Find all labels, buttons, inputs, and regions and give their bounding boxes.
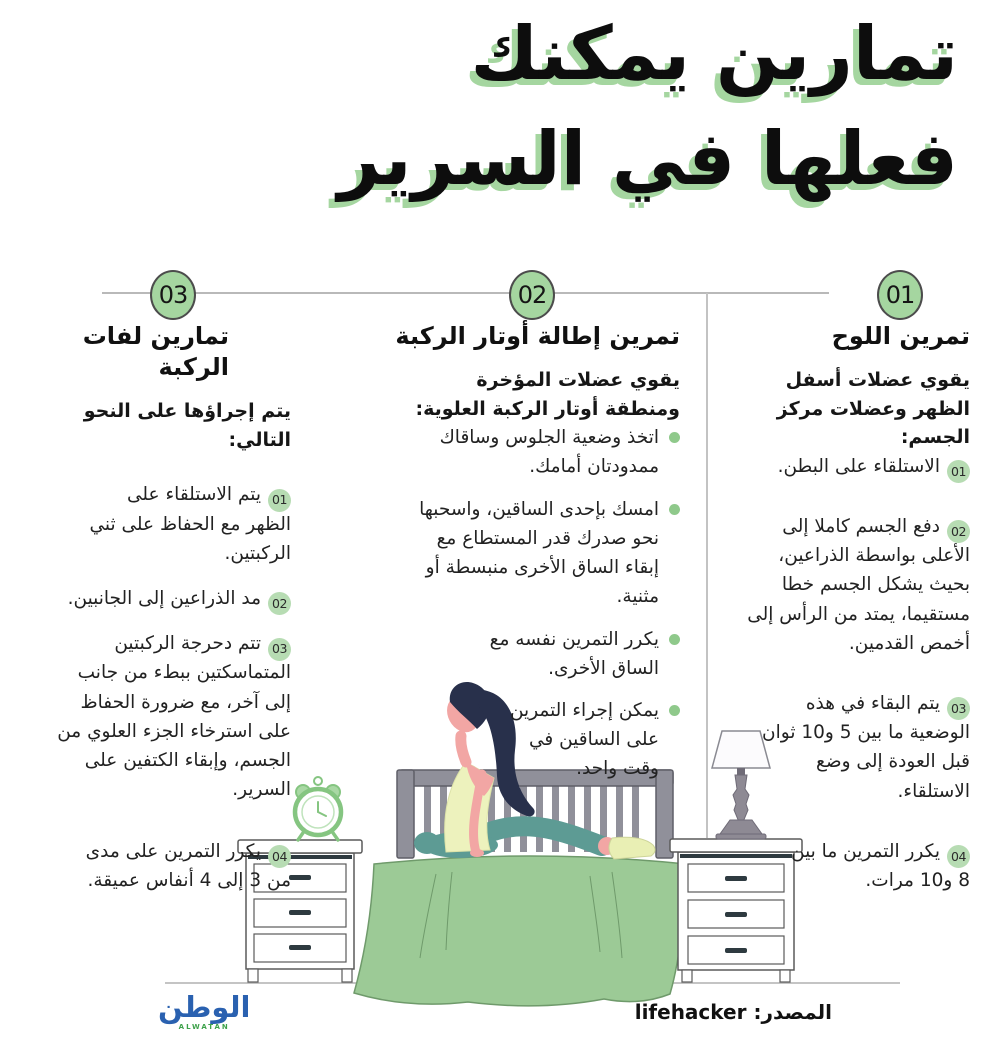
list-item: [469, 625, 680, 683]
alarm-clock-icon: [295, 777, 341, 840]
step-item: [81, 480, 291, 568]
step-item: [53, 629, 291, 804]
section-title: تمارين لفات الركبة: [82, 322, 229, 382]
bed-cover: [354, 856, 686, 1006]
step-text: مد الذراعين إلى الجانبين.: [67, 588, 261, 610]
timeline-marker-02: [509, 270, 555, 320]
step-item: [742, 689, 970, 806]
page-title: [40, 2, 958, 212]
step-number-badge: 03: [268, 638, 291, 661]
step-number-badge: 03: [947, 697, 970, 720]
alwatan-logo-latin: ALWATAN: [178, 1023, 230, 1031]
timeline-marker-03-label: 03: [158, 281, 188, 309]
timeline-marker-01: [877, 270, 923, 320]
list-item: [494, 696, 680, 784]
bullet-dot-icon: [669, 432, 680, 443]
step-text: يتم البقاء في هذه الوضعية ما بين 5 و10 ثوان قبل العودة إلى وضع الاستلقاء.: [762, 693, 970, 802]
section-subtitle-line: يقوي عضلات أسفل: [785, 369, 970, 392]
section-subtitle: [28, 397, 291, 454]
bullet-text: يكرر التمرين نفسه مع الساق الأخرى.: [489, 628, 659, 679]
list-item: [434, 423, 680, 481]
step-list: [720, 452, 970, 896]
step-text: الاستلقاء على البطن.: [777, 455, 940, 477]
step-item: [785, 837, 970, 895]
section-subtitle: [720, 366, 970, 452]
bullet-text: يمكن إجراء التمرين على الساقين في وقت واحد.: [509, 699, 659, 780]
sock: [609, 837, 655, 859]
step-number-badge: 01: [268, 489, 291, 512]
bullet-dot-icon: [669, 504, 680, 515]
timeline-line: [102, 292, 829, 294]
step-item: [742, 512, 970, 658]
page-title-line2: فعلها في السرير: [337, 116, 958, 203]
step-text: دفع الجسم كاملا إلى الأعلى بواسطة الذراعين، بحيث يشكل الجسم خطا مستقيما، يمتد من الرأس إلى أخمص القدمين.: [747, 515, 970, 654]
step-number-badge: 04: [947, 845, 970, 868]
bullet-dot-icon: [669, 634, 680, 645]
bullet-text: اتخذ وضعية الجلوس وساقاك ممدودتان أمامك.: [439, 427, 659, 478]
timeline-marker-02-label: 02: [517, 281, 547, 309]
section-subtitle-line: يتم إجراؤها على النحو التالي:: [83, 400, 291, 451]
step-item: [76, 837, 291, 895]
step-text: يتم الاستلقاء على الظهر مع الحفاظ على ثني الركبتين.: [89, 484, 291, 564]
step-number-badge: 02: [268, 592, 291, 615]
bullet-text: امسك بإحدى الساقين، واسحبها نحو صدرك قدر المستطاع مع إبقاء الساق الأخرى منبسطة أو مثنية.: [419, 498, 659, 608]
step-number-badge: 04: [268, 845, 291, 868]
page-title-line1: تمارين يمكنك: [470, 11, 958, 97]
step-item: [720, 452, 970, 481]
step-number-badge: 01: [947, 460, 970, 483]
section-subtitle-line: يقوي عضلات المؤخرة: [476, 369, 680, 392]
alwatan-logo-arabic: الوطن: [158, 990, 251, 1024]
bullet-dot-icon: [669, 705, 680, 716]
source-value: lifehacker: [634, 1000, 747, 1024]
source-label: المصدر:: [753, 1000, 832, 1024]
step-number-badge: 02: [947, 520, 970, 543]
section-subtitle-line: ومنطقة أوتار الركبة العلوية:: [415, 397, 680, 420]
alwatan-logo: [158, 990, 251, 1031]
step-list: [28, 480, 291, 895]
step-text: تتم دحرجة الركبتين المتماسكتين ببطء من جانب إلى آخر، مع ضرورة الحفاظ على استرخاء الجزء العلوي من الجسم، وإبقاء الكتفين على السرير.: [57, 633, 291, 801]
source-attribution: [635, 1000, 832, 1024]
hand: [470, 849, 484, 857]
timeline-marker-01-label: 01: [885, 281, 915, 309]
section-plank-exercise: [720, 321, 970, 895]
list-item: [404, 495, 680, 612]
step-item: [28, 584, 291, 613]
step-text: يكرر التمرين ما بين 8 و10 مرات.: [790, 840, 970, 892]
section-title: تمرين اللوح: [831, 322, 970, 350]
section-subtitle: [380, 366, 680, 423]
section-subtitle-line: الظهر وعضلات مركز الجسم:: [776, 397, 970, 449]
section-hamstring-stretch: [380, 321, 680, 784]
step-text: يكرر التمرين على مدى من 3 إلى 4 أنفاس عميقة.: [85, 840, 291, 891]
section-knee-rolls: [28, 321, 291, 895]
section-title: تمرين إطالة أوتار الركبة: [395, 322, 680, 350]
bullet-list: [380, 423, 680, 783]
timeline-marker-03: [150, 270, 196, 320]
